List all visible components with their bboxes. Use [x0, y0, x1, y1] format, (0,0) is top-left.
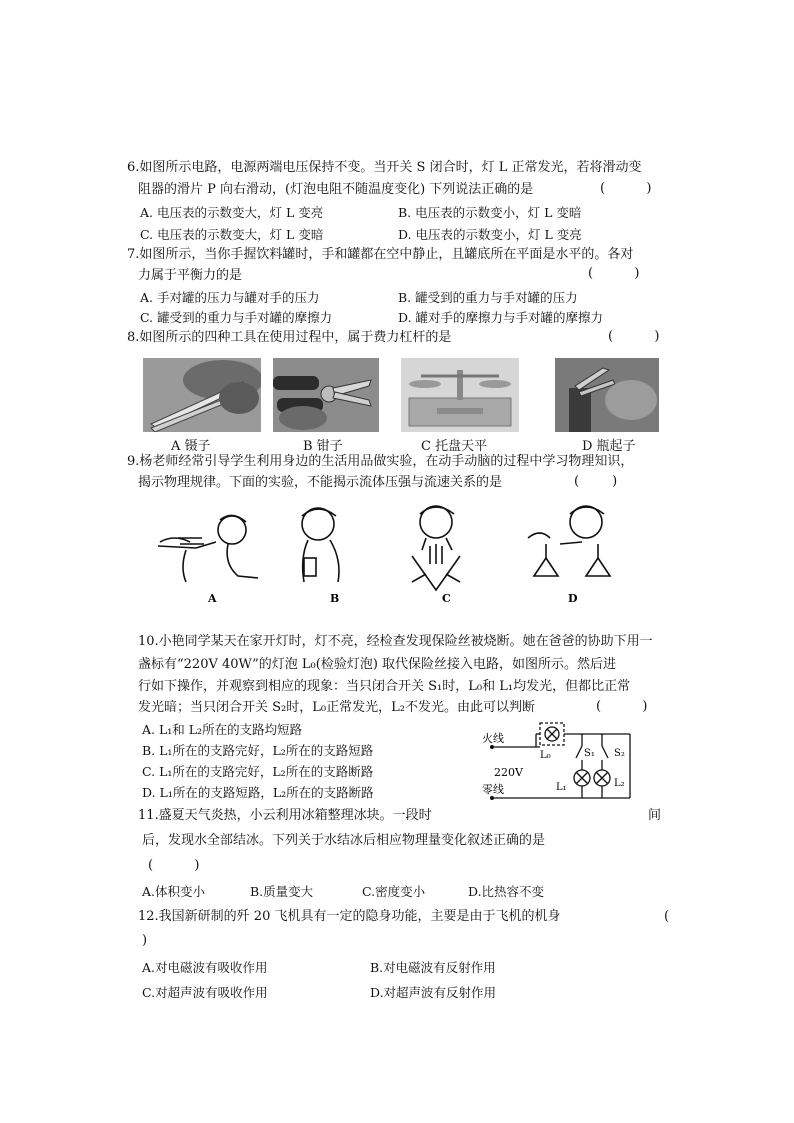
circuit-neutral-label: 零线: [482, 783, 504, 796]
q10-line4: 发光暗；当只闭合开关 S₂时，L₀正常发光，L₂不发光。由此可以判断: [138, 700, 535, 715]
q9-label-b: B: [330, 592, 340, 605]
q12-option-a[interactable]: A.对电磁波有吸收作用: [142, 960, 268, 975]
q6-answer-blank[interactable]: ( ): [600, 181, 652, 196]
q6-option-a[interactable]: A. 电压表的示数变大，灯 L 变亮: [140, 205, 324, 220]
q12-option-c[interactable]: C.对超声波有吸收作用: [142, 985, 268, 1000]
q6-option-c[interactable]: C. 电压表的示数变大，灯 L 变暗: [140, 227, 324, 242]
q9-answer-blank[interactable]: ( ): [574, 474, 618, 489]
q6-line1: 6.如图所示电路，电源两端电压保持不变。当开关 S 闭合时，灯 L 正常发光，若将滑动变: [127, 160, 642, 175]
q12-paren-close[interactable]: ): [142, 933, 148, 948]
q12-line1: 12.我国新研制的歼 20 飞机具有一定的隐身功能，主要是由于飞机的机身: [138, 909, 561, 924]
q7-option-a[interactable]: A. 手对罐的压力与罐对手的压力: [140, 290, 320, 305]
q9-figure-d: [528, 506, 610, 576]
q7-line1: 7.如图所示，当你手握饮料罐时，手和罐都在空中静止，且罐底所在平面是水平的。各对: [127, 247, 634, 262]
q11-option-d[interactable]: D.比热容不变: [468, 884, 545, 899]
q9-figure-c: [412, 506, 460, 590]
circuit-l0-label: L₀: [540, 750, 551, 761]
q7-option-d[interactable]: D. 罐对手的摩擦力与手对罐的摩擦力: [398, 310, 604, 325]
q10-option-a[interactable]: A. L₁和 L₂所在的支路均短路: [142, 722, 303, 737]
q8-caption-a: A 镊子: [171, 439, 211, 454]
q11-line1: 11.盛夏天气炎热，小云利用冰箱整理冰块。一段时: [138, 808, 432, 823]
q8-caption-d: D 瓶起子: [582, 439, 636, 454]
q10-circuit-diagram: [480, 720, 650, 810]
q12-option-b[interactable]: B.对电磁波有反射作用: [370, 960, 496, 975]
circuit-l1-label: L₁: [556, 782, 567, 793]
q11-option-c[interactable]: C.密度变小: [362, 884, 426, 899]
bottle-opener-photo: [555, 358, 659, 432]
q11-option-b[interactable]: B.质量变大: [250, 884, 314, 899]
q10-option-d[interactable]: D. L₁所在的支路短路，L₂所在的支路断路: [142, 785, 374, 800]
q12-paren-open[interactable]: (: [664, 909, 670, 924]
balance-photo: [401, 358, 519, 432]
circuit-s1-label: S₁: [584, 748, 595, 759]
circuit-voltage-label: 220V: [494, 766, 523, 779]
q7-option-b[interactable]: B. 罐受到的重力与手对罐的压力: [398, 290, 578, 305]
q12-option-d[interactable]: D.对超声波有反射作用: [370, 985, 497, 1000]
q11-line2: 后，发现水全部结冰。下列关于水结冰后相应物理量变化叙述正确的是: [142, 833, 546, 848]
q10-option-b[interactable]: B. L₁所在的支路完好，L₂所在的支路短路: [142, 743, 374, 758]
circuit-s2-label: S₂: [614, 748, 625, 759]
pliers-photo: [273, 358, 379, 432]
q8-answer-blank[interactable]: ( ): [608, 329, 660, 344]
q6-option-b[interactable]: B. 电压表的示数变小，灯 L 变暗: [398, 205, 582, 220]
q7-line2: 力属于平衡力的是: [138, 268, 243, 283]
q7-answer-blank[interactable]: ( ): [588, 266, 640, 281]
q9-label-a: A: [208, 592, 217, 605]
q10-line3: 行如下操作，并观察到相应的现象：当只闭合开关 S₁时，L₀和 L₁均发光，但都比正常: [138, 679, 631, 694]
q8-caption-b: B 钳子: [303, 439, 343, 454]
q6-option-d[interactable]: D. 电压表的示数变小，灯 L 变亮: [398, 227, 582, 242]
tweezers-photo: [143, 358, 261, 432]
q10-answer-blank[interactable]: ( ): [596, 699, 648, 714]
q8-caption-c: C 托盘天平: [421, 439, 488, 454]
q9-label-d: D: [568, 592, 578, 605]
q9-figure-b: [302, 508, 339, 582]
circuit-l2-label: L₂: [614, 778, 625, 789]
q11-line1-tail: 间: [648, 808, 662, 823]
q9-experiment-illustrations: [150, 498, 640, 608]
circuit-live-label: 火线: [482, 732, 504, 745]
q11-answer-blank[interactable]: ( ): [148, 858, 200, 873]
q8-line1: 8.如图所示的四种工具在使用过程中，属于费力杠杆的是: [127, 330, 452, 345]
q10-line2: 盏标有“220V 40W”的灯泡 L₀(检验灯泡) 取代保险丝接入电路，如图所示。然后进: [138, 657, 617, 672]
q6-line2: 阻器的滑片 P 向右滑动，(灯泡电阻不随温度变化) 下列说法正确的是: [138, 182, 534, 197]
q7-option-c[interactable]: C. 罐受到的重力与手对罐的摩擦力: [140, 310, 333, 325]
q10-option-c[interactable]: C. L₁所在的支路完好，L₂所在的支路断路: [142, 764, 374, 779]
q9-line2: 揭示物理规律。下面的实验，不能揭示流体压强与流速关系的是: [138, 475, 503, 490]
q9-figure-a: [158, 515, 258, 582]
q10-line1: 10.小艳同学某天在家开灯时，灯不亮，经检查发现保险丝被烧断。她在爸爸的协助下用一: [138, 634, 653, 649]
q9-label-c: C: [442, 592, 451, 605]
q9-line1: 9.杨老师经常引导学生利用身边的生活用品做实验，在动手动脑的过程中学习物理知识，: [127, 454, 634, 469]
q11-option-a[interactable]: A.体积变小: [142, 884, 206, 899]
